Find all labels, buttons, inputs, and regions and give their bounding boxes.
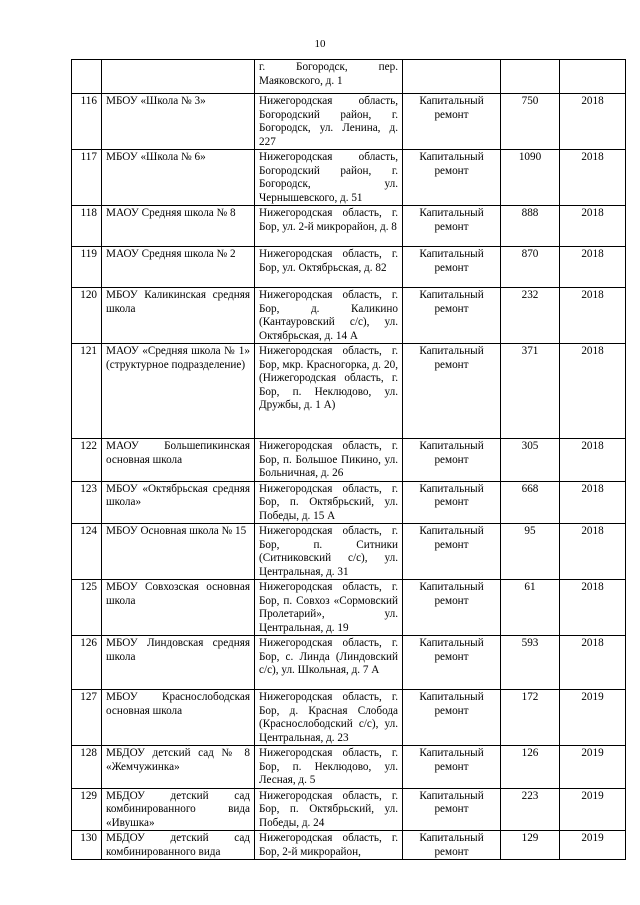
capacity-value: 126 [501,746,560,789]
row-number: 129 [72,788,102,831]
address: Нижегородская область, г. Бор, д. Красная Слобода (Краснослободский с/с), ул. Центральная, д. 23 [255,690,403,746]
address: Нижегородская область, г. Бор, п. Октябрьский, ул. Победы, д. 15 А [255,481,403,524]
institution-name [102,60,255,94]
row-number: 130 [72,831,102,860]
address: Нижегородская область, г. Бор, п. Совхоз «Сормовский Пролетарий», ул. Центральная, д. 19 [255,580,403,636]
year-value: 2018 [560,94,626,150]
row-number: 116 [72,94,102,150]
capacity-value: 888 [501,206,560,247]
table-row [72,788,626,831]
address: Нижегородская область, г. Бор, 2-й микрорайон, [255,831,403,860]
year-value: 2018 [560,524,626,580]
year-value: 2018 [560,206,626,247]
work-type: Капитальный ремонт [403,690,501,746]
table-row [72,60,626,94]
row-number: 120 [72,288,102,344]
objects-table [71,59,626,860]
table-row [72,636,626,690]
work-type: Капитальный ремонт [403,206,501,247]
year-value: 2019 [560,831,626,860]
table-row [72,831,626,860]
work-type: Капитальный ремонт [403,150,501,206]
row-number: 125 [72,580,102,636]
year-value: 2018 [560,344,626,439]
year-value: 2018 [560,636,626,690]
table-row [72,247,626,288]
work-type: Капитальный ремонт [403,746,501,789]
address: Нижегородская область, г. Бор, мкр. Красногорка, д. 20, (Нижегородская область, г. Бор, п. Неклюдово, ул. Дружбы, д. 1 А) [255,344,403,439]
address: Нижегородская область, г. Бор, п. Неклюдово, ул. Лесная, д. 5 [255,746,403,789]
year-value [560,60,626,94]
work-type: Капитальный ремонт [403,481,501,524]
table-row [72,344,626,439]
year-value: 2018 [560,580,626,636]
capacity-value: 1090 [501,150,560,206]
capacity-value: 593 [501,636,560,690]
capacity-value: 232 [501,288,560,344]
year-value: 2018 [560,439,626,482]
table-row [72,439,626,482]
year-value: 2018 [560,481,626,524]
institution-name: МБОУ Совхозская основная школа [102,580,255,636]
capacity-value: 61 [501,580,560,636]
address: Нижегородская область, г. Бор, п. Большое Пикино, ул. Больничная, д. 26 [255,439,403,482]
institution-name: МАОУ Средняя школа № 8 [102,206,255,247]
row-number: 117 [72,150,102,206]
address: Нижегородская область, г. Бор, ул. Октябрьская, д. 82 [255,247,403,288]
work-type: Капитальный ремонт [403,439,501,482]
table-row [72,746,626,789]
row-number: 123 [72,481,102,524]
year-value: 2019 [560,690,626,746]
row-number: 126 [72,636,102,690]
row-number: 118 [72,206,102,247]
work-type [403,60,501,94]
year-value: 2018 [560,247,626,288]
table-row [72,690,626,746]
year-value: 2018 [560,150,626,206]
address: Нижегородская область, г. Бор, п. Октябрьский, ул. Победы, д. 24 [255,788,403,831]
work-type: Капитальный ремонт [403,247,501,288]
institution-name: МБОУ «Октябрьская средняя школа» [102,481,255,524]
capacity-value [501,60,560,94]
row-number: 127 [72,690,102,746]
year-value: 2018 [560,288,626,344]
table-body [72,60,626,860]
work-type: Капитальный ремонт [403,636,501,690]
institution-name: МАОУ Средняя школа № 2 [102,247,255,288]
institution-name: МБОУ «Школа № 6» [102,150,255,206]
institution-name: МБДОУ детский сад комбинированного вида [102,831,255,860]
work-type: Капитальный ремонт [403,288,501,344]
row-number: 119 [72,247,102,288]
work-type: Капитальный ремонт [403,344,501,439]
year-value: 2019 [560,746,626,789]
institution-name: МБОУ Краснослободская основная школа [102,690,255,746]
address: Нижегородская область, Богородский район, г. Богородск, ул. Чернышевского, д. 51 [255,150,403,206]
capacity-value: 223 [501,788,560,831]
capacity-value: 129 [501,831,560,860]
work-type: Капитальный ремонт [403,524,501,580]
institution-name: МБОУ Линдовская средняя школа [102,636,255,690]
table-row [72,288,626,344]
row-number: 124 [72,524,102,580]
capacity-value: 95 [501,524,560,580]
capacity-value: 305 [501,439,560,482]
table-row [72,206,626,247]
institution-name: МБОУ «Школа № 3» [102,94,255,150]
table-row [72,481,626,524]
year-value: 2019 [560,788,626,831]
row-number: 122 [72,439,102,482]
row-number: 121 [72,344,102,439]
capacity-value: 371 [501,344,560,439]
work-type: Капитальный ремонт [403,94,501,150]
address: Нижегородская область, г. Бор, с. Линда (Линдовский с/с), ул. Школьная, д. 7 А [255,636,403,690]
institution-name: МБОУ Основная школа № 15 [102,524,255,580]
institution-name: МБОУ Каликинская средняя школа [102,288,255,344]
work-type: Капитальный ремонт [403,831,501,860]
page-number: 10 [314,38,326,50]
row-number: 128 [72,746,102,789]
row-number [72,60,102,94]
table-row [72,524,626,580]
capacity-value: 870 [501,247,560,288]
capacity-value: 750 [501,94,560,150]
address: Нижегородская область, г. Бор, п. Ситники (Ситниковский с/с), ул. Центральная, д. 31 [255,524,403,580]
address: Нижегородская область, Богородский район, г. Богородск, ул. Ленина, д. 227 [255,94,403,150]
table-row [72,94,626,150]
address: Нижегородская область, г. Бор, ул. 2-й микрорайон, д. 8 [255,206,403,247]
capacity-value: 172 [501,690,560,746]
work-type: Капитальный ремонт [403,788,501,831]
institution-name: МБДОУ детский сад № 8 «Жемчужинка» [102,746,255,789]
institution-name: МАОУ «Средняя школа № 1» (структурное подразделение) [102,344,255,439]
institution-name: МБДОУ детский сад комбинированного вида «Ивушка» [102,788,255,831]
institution-name: МАОУ Большепикинская основная школа [102,439,255,482]
table-row [72,150,626,206]
address: Нижегородская область, г. Бор, д. Каликино (Кантауровский с/с), ул. Октябрьская, д. 14 А [255,288,403,344]
table-row [72,580,626,636]
address: г. Богородск, пер. Маяковского, д. 1 [255,60,403,94]
work-type: Капитальный ремонт [403,580,501,636]
capacity-value: 668 [501,481,560,524]
